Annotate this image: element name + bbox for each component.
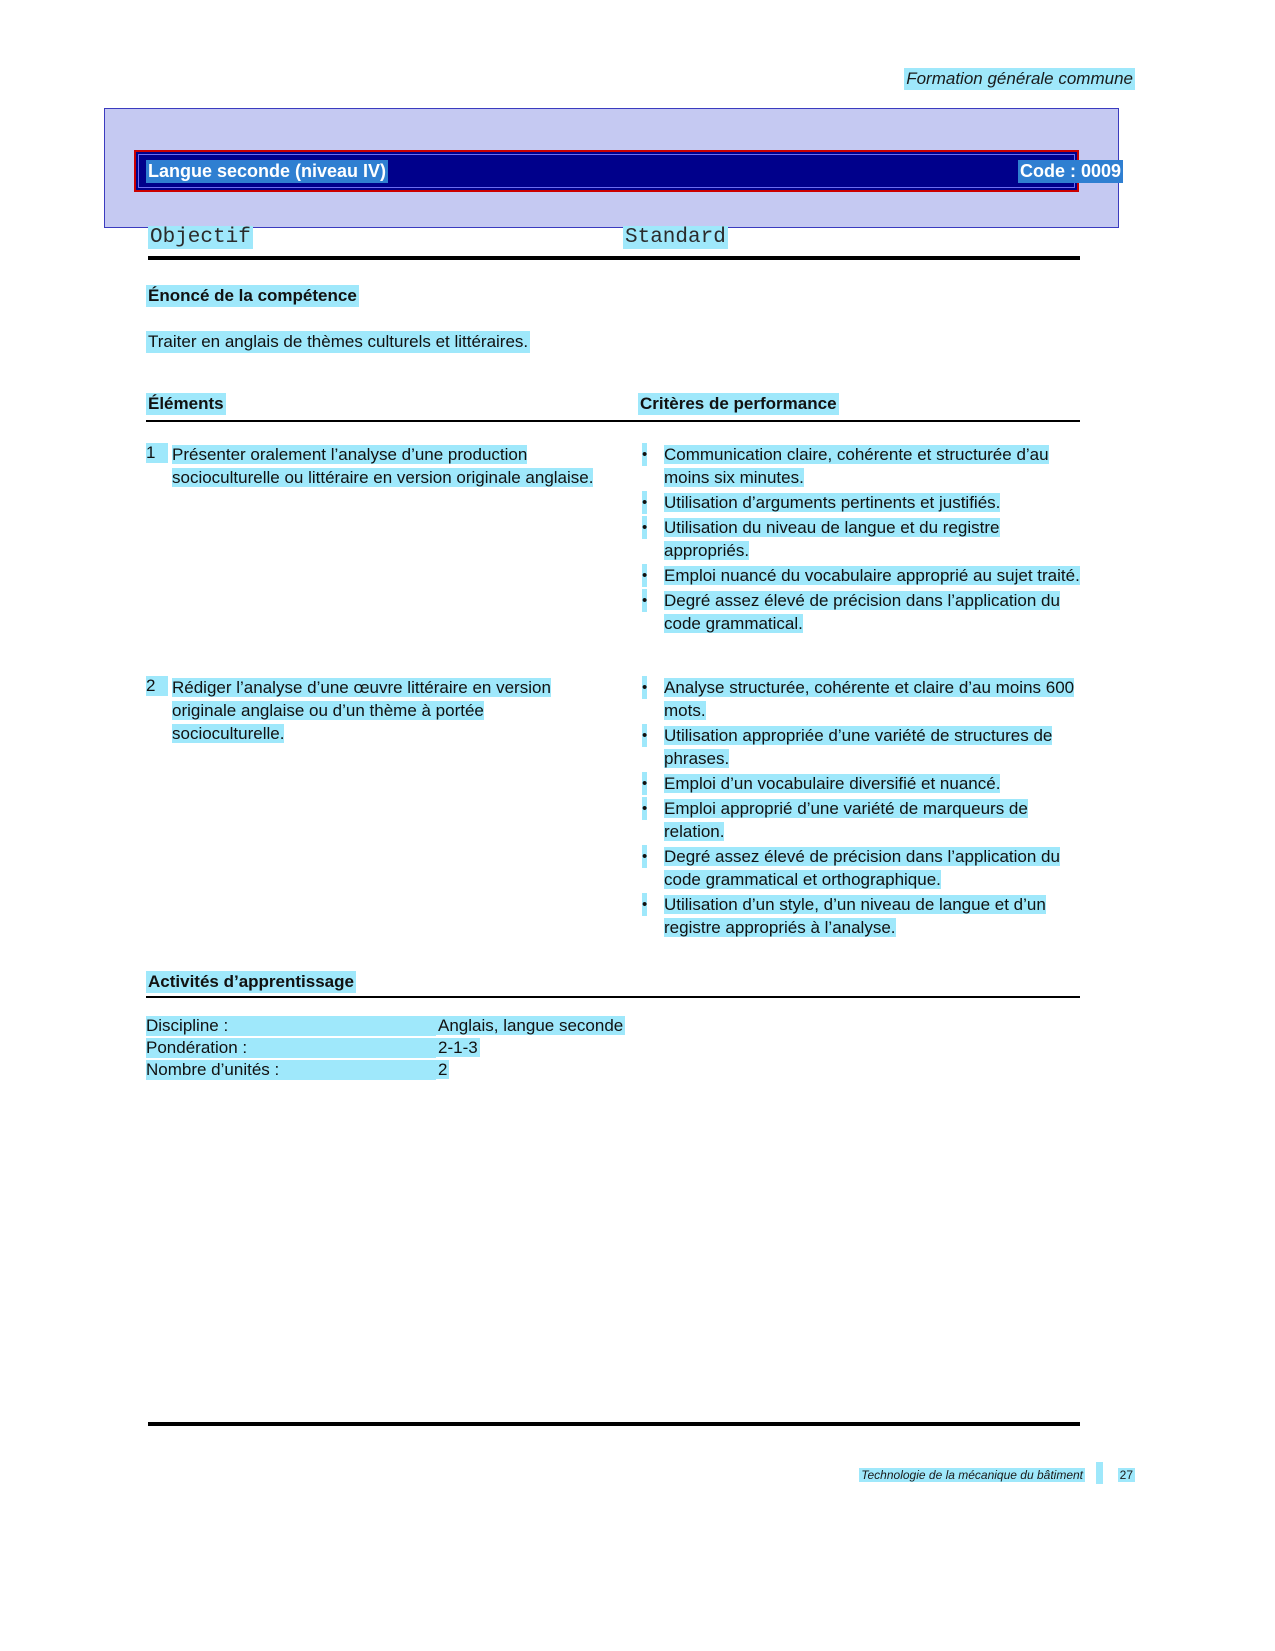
- course-title: Langue seconde (niveau IV): [148, 161, 387, 181]
- criterion-item: [638, 676, 1083, 722]
- element-number: 1: [146, 443, 168, 463]
- criterion-item: [638, 589, 1083, 635]
- activity-row-ponderation: [146, 1038, 480, 1058]
- bullet-icon: •: [642, 443, 647, 466]
- element-row-2-right: [638, 676, 1083, 941]
- activity-row-discipline: [146, 1016, 625, 1036]
- criterion-text: Emploi d’un vocabulaire diversifié et nuancé.: [664, 774, 1001, 793]
- objectif-standard-row: [148, 226, 1078, 254]
- bullet-icon: •: [642, 516, 647, 539]
- objectif-label: Objectif: [150, 226, 251, 249]
- competence-text: Traiter en anglais de thèmes culturels et littéraires.: [148, 332, 529, 351]
- activity-label: Nombre d’unités :: [146, 1060, 436, 1080]
- criterion-item: [638, 772, 1083, 795]
- bullet-icon: •: [642, 491, 647, 514]
- bullet-icon: •: [642, 724, 647, 747]
- elements-heading: Éléments: [148, 394, 224, 413]
- activity-value: 2: [438, 1060, 448, 1079]
- course-code: Code : 0009: [1019, 161, 1121, 181]
- bullet-icon: •: [642, 845, 647, 868]
- criterion-text: Utilisation d’un style, d’un niveau de langue et d’un registre appropriés à l’analyse.: [664, 895, 1046, 937]
- element-text: Présenter oralement l’analyse d’une production socioculturelle ou littéraire en version originale anglaise.: [172, 445, 594, 487]
- rule-under-activities-heading: [146, 996, 1080, 998]
- bullet-icon: •: [642, 797, 647, 820]
- footer-program-label: Technologie de la mécanique du bâtiment: [861, 1468, 1083, 1482]
- footer-page-number: 27: [1119, 1468, 1133, 1482]
- page-header-label: Formation générale commune: [906, 69, 1133, 88]
- element-number: 2: [146, 676, 168, 696]
- criterion-item: [638, 491, 1083, 514]
- activity-label: Pondération :: [146, 1038, 436, 1058]
- criterion-item: [638, 724, 1083, 770]
- criteria-heading: Critères de performance: [640, 394, 837, 413]
- element-text: Rédiger l’analyse d’une œuvre littéraire en version originale anglaise ou d’un thème à portée socioculturelle.: [172, 678, 551, 743]
- criterion-text: Emploi nuancé du vocabulaire approprié au sujet traité.: [664, 566, 1080, 585]
- element-item: [146, 443, 601, 489]
- bullet-icon: •: [642, 564, 647, 587]
- bullet-icon: •: [642, 589, 647, 612]
- activity-value: 2-1-3: [438, 1038, 478, 1057]
- element-row-2-left: [146, 676, 601, 763]
- footer-rule: [148, 1422, 1080, 1426]
- competence-heading: Énoncé de la compétence: [148, 286, 357, 305]
- criterion-text: Emploi approprié d’une variété de marqueurs de relation.: [664, 799, 1028, 841]
- criterion-text: Utilisation appropriée d’une variété de structures de phrases.: [664, 726, 1053, 768]
- footer-separator: [1096, 1462, 1103, 1484]
- criterion-item: [638, 516, 1083, 562]
- element-row-1-left: [146, 443, 601, 507]
- activities-heading: Activités d’apprentissage: [148, 972, 354, 991]
- criterion-item: [638, 893, 1083, 939]
- criterion-text: Utilisation d’arguments pertinents et justifiés.: [664, 493, 1001, 512]
- criterion-item: [638, 797, 1083, 843]
- standard-label: Standard: [625, 226, 726, 249]
- criterion-item: [638, 564, 1083, 587]
- bullet-icon: •: [642, 676, 647, 699]
- activity-row-unites: [146, 1060, 449, 1080]
- criterion-text: Communication claire, cohérente et structurée d’au moins six minutes.: [664, 445, 1049, 487]
- element-row-1-right: [638, 443, 1083, 637]
- criterion-text: Degré assez élevé de précision dans l’application du code grammatical.: [664, 591, 1060, 633]
- activity-value: Anglais, langue seconde: [438, 1016, 624, 1035]
- criterion-item: [638, 443, 1083, 489]
- criterion-text: Degré assez élevé de précision dans l’application du code grammatical et orthographique.: [664, 847, 1060, 889]
- rule-under-table-headings: [146, 420, 1080, 422]
- element-item: [146, 676, 601, 745]
- criterion-item: [638, 845, 1083, 891]
- bullet-icon: •: [642, 772, 647, 795]
- bullet-icon: •: [642, 893, 647, 916]
- activity-label: Discipline :: [146, 1016, 436, 1036]
- rule-under-objectif: [148, 256, 1080, 260]
- criterion-text: Utilisation du niveau de langue et du registre appropriés.: [664, 518, 1000, 560]
- criterion-text: Analyse structurée, cohérente et claire d’au moins 600 mots.: [664, 678, 1075, 720]
